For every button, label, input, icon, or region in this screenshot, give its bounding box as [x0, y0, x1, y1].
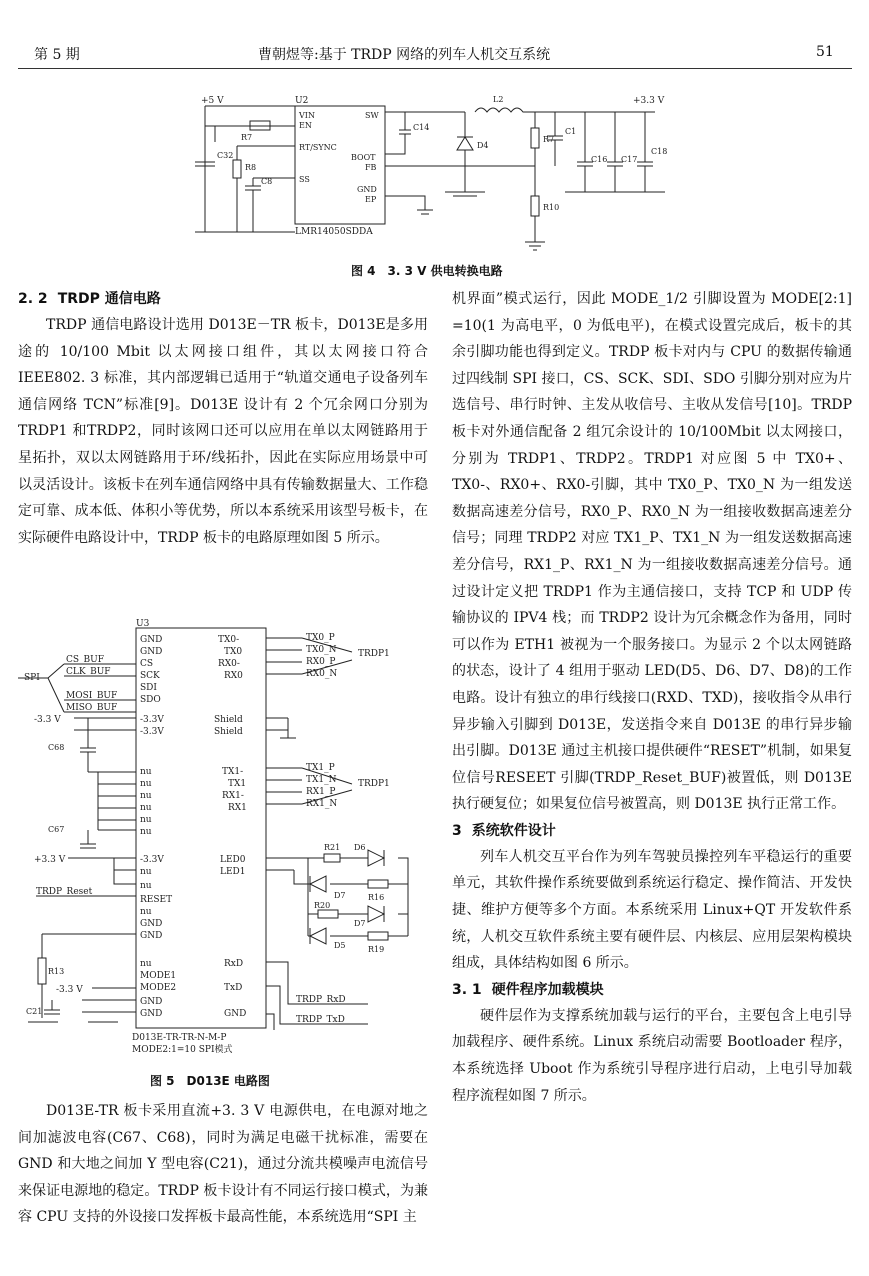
svg-text:-3.3V: -3.3V	[140, 855, 164, 865]
figure-4-caption: 图 4 3. 3 V 供电转换电路	[351, 264, 503, 278]
rt-wires	[237, 146, 295, 232]
r13-resistor	[38, 958, 46, 984]
l2-inductor	[475, 108, 655, 112]
r10-resistor	[531, 196, 539, 216]
svg-text:RX1_N: RX1_N	[306, 799, 338, 809]
section-3-1-paragraph: 硬件层作为支撑系统加载与运行的平台，主要包含上电引导加载程序、硬件系统。Linux 系统启动需要 Bootloader 程序，本系统选择 Uboot 作为系统引导程序进行启动，上电引导加载程序流程如图 7 所示。	[452, 1007, 852, 1104]
svg-text:TRDP1: TRDP1	[358, 649, 390, 659]
d4-label: D4	[477, 141, 489, 150]
svg-text:Shield: Shield	[214, 727, 243, 737]
left-column-bottom	[18, 1098, 428, 1231]
svg-text:TX1-: TX1-	[222, 767, 244, 777]
svg-text:-3.3V: -3.3V	[140, 715, 164, 725]
d7a-label: D7	[334, 891, 346, 900]
d7b-led	[368, 906, 384, 922]
c8-cap	[245, 178, 295, 232]
r-top-resistor	[531, 128, 539, 148]
r20-resistor	[318, 910, 338, 918]
pin-gnd: GND	[357, 185, 377, 194]
svg-text:RX1-: RX1-	[222, 791, 244, 801]
trdp1-wires	[266, 638, 302, 674]
svg-text:GND: GND	[140, 997, 163, 1007]
fb-wires	[385, 112, 535, 242]
section-2-2-heading	[18, 286, 428, 312]
section-2-2-number: 2. 2	[18, 291, 48, 307]
svg-text:SDO: SDO	[140, 695, 161, 705]
left-column-top	[18, 286, 428, 551]
r-top-label: R7	[543, 135, 555, 144]
pin-sw: SW	[365, 111, 379, 120]
svg-text:RxD: RxD	[224, 959, 244, 969]
section-3-paragraph: 列车人机交互平台作为列车驾驶员操控列车平稳运行的重要单元，其软件操作系统要做到系统运行稳定、操作简洁、开发快捷、维护方便等多个方面。本系统采用 Linux+QT 开发软件系统，人机交互软件系统主要有硬件层、内核层、应用层架构模块组成，具体结构如图 6 所示。	[452, 848, 852, 972]
figure-5-circuit	[18, 618, 428, 1063]
c32-cap	[195, 162, 215, 232]
svg-text:SCK: SCK	[140, 671, 160, 681]
pin-vin: VIN	[299, 111, 315, 120]
svg-text:TX1_N: TX1_N	[306, 775, 337, 785]
fig4-gnd-mid	[445, 192, 485, 196]
fig4-gnd-chip	[385, 196, 433, 214]
r16-label: R16	[368, 893, 385, 902]
pin-rtsync: RT/SYNC	[299, 143, 337, 152]
svg-text:TX0-: TX0-	[218, 635, 240, 645]
d7b-label: D7	[354, 919, 366, 928]
svg-text:-3.3 V: -3.3 V	[56, 985, 83, 995]
c14-label: C14	[413, 123, 430, 132]
svg-text:TX0_P: TX0_P	[306, 633, 335, 643]
r21-resistor	[324, 854, 340, 862]
l2-label: L2	[493, 95, 504, 104]
fig5-left-pins	[140, 635, 176, 1019]
c16-label: C16	[591, 155, 608, 164]
figure-4-circuit	[195, 92, 675, 252]
pin-en: EN	[299, 121, 312, 130]
r13-label: R13	[48, 967, 65, 976]
c17-label: C17	[621, 155, 638, 164]
svg-text:nu: nu	[140, 867, 152, 877]
fig4-gnd-right	[525, 192, 665, 250]
c8-label: C8	[261, 177, 273, 186]
svg-text:TxD: TxD	[224, 983, 243, 993]
svg-text:+3.3 V: +3.3 V	[34, 855, 66, 865]
c16-cap	[577, 112, 593, 192]
fig4-vin-label: +5 V	[201, 96, 224, 106]
svg-text:nu: nu	[140, 827, 152, 837]
svg-text:RX0_N: RX0_N	[306, 669, 338, 679]
d6-led	[368, 850, 384, 866]
svg-text:nu: nu	[140, 791, 152, 801]
svg-text:RX0_P: RX0_P	[306, 657, 336, 667]
c18-label: C18	[651, 147, 668, 156]
svg-text:TX0_N: TX0_N	[306, 645, 337, 655]
section-2-2-paragraph: TRDP 通信电路设计选用 D013E－TR 板卡，D013E是多用途的 10/100 Mbit 以太网接口组件，其以太网接口符合 IEEE802. 3 标准，其内部逻辑已适用于“轨道交通电子设备列车通信网络 TCN”标准[9]。D013E 设计有 2 个冗余网口分别为 TRDP1 和TRDP2，同时该网口还可以应用在单以太网链路用于星拓扑，双以太网链路用于环/线拓扑，因此在实际应用场景中可以灵活设计。该板卡在列车通信网络中具有传输数据量大、工作稳定可靠、成本低、体积小等优势，所以本系统采用该型号板卡，在实际硬件电路设计中，TRDP 板卡的电路原理如图 5 所示。	[18, 317, 428, 546]
svg-text:TX1: TX1	[228, 779, 247, 789]
c17-cap	[607, 112, 623, 192]
right-column	[452, 286, 852, 1109]
header-rule	[18, 68, 852, 69]
svg-text:CS: CS	[140, 659, 154, 669]
svg-text:MODE1: MODE1	[140, 971, 177, 981]
svg-text:nu: nu	[140, 907, 152, 917]
issue-number: 第 5 期	[34, 47, 80, 63]
svg-text:nu: nu	[140, 959, 152, 969]
svg-text:nu: nu	[140, 767, 152, 777]
svg-text:RX1_P: RX1_P	[306, 787, 336, 797]
svg-text:MISO_BUF: MISO_BUF	[66, 703, 118, 713]
c67-label: C67	[48, 825, 65, 834]
d4-diode	[457, 112, 473, 192]
svg-text:GND: GND	[140, 635, 163, 645]
svg-text:TX1_P: TX1_P	[306, 763, 335, 773]
svg-text:CLK_BUF: CLK_BUF	[66, 667, 111, 677]
svg-text:nu: nu	[140, 815, 152, 825]
section-3-number: 3	[452, 822, 462, 839]
section-3-title: 系统软件设计	[471, 822, 556, 839]
c68-label: C68	[48, 743, 65, 752]
section-3-1-number: 3. 1	[452, 981, 482, 998]
fig5-mode-note: MODE2:1=10 SPI模式	[132, 1045, 233, 1055]
svg-text:TX0: TX0	[224, 647, 243, 657]
c1-label: C1	[565, 127, 577, 136]
svg-text:TRDP1: TRDP1	[358, 779, 390, 789]
d7-led	[310, 876, 326, 892]
c14-cap	[385, 112, 465, 154]
section-3-1-title: 硬件程序加载模块	[491, 981, 604, 998]
nu-ground-wires	[80, 772, 136, 848]
svg-text:LED1: LED1	[220, 867, 246, 877]
pin-boot: BOOT	[351, 153, 376, 162]
svg-text:Shield: Shield	[214, 715, 243, 725]
r13-wires	[42, 934, 136, 1018]
svg-text:TRDP_Reset: TRDP_Reset	[36, 887, 93, 897]
svg-text:LED0: LED0	[220, 855, 246, 865]
svg-text:MODE2: MODE2	[140, 983, 177, 993]
r10-label: R10	[543, 203, 560, 212]
power-supply-paragraph: D013E-TR 板卡采用直流+3. 3 V 电源供电，在电源对地之间加滤波电容(C67、C68)，同时为满足电磁干扰标准，需要在 GND 和大地之间加 Y 型电容(C21)，通过分流共模噪声电流信号来保证电源地的稳定。TRDP 板卡设计有不同运行接口模式，为兼容 CPU 支持的外设接口发挥板卡最高性能，本系统选用“SPI 主	[18, 1103, 428, 1226]
svg-text:SDI: SDI	[140, 683, 157, 693]
r16-resistor	[368, 880, 388, 888]
section-2-2-title: TRDP 通信电路	[57, 291, 161, 307]
svg-text:-3.3 V: -3.3 V	[34, 715, 61, 725]
mode-description-paragraph: 机界面”模式运行，因此 MODE_1/2 引脚设置为 MODE[2:1] =10(1 为高电平，0 为低电平)，在模式设置完成后，板卡的其余引脚功能也得到定义。TRDP 板卡对内与 CPU 的数据传输通过四线制 SPI 接口，CS、SCK、SDI、SDO 引脚分别对应为片选信号、串行时钟、主发从收信号、主收从发信号[10]。TRDP 板卡对外通信配备 2 组冗余设计的 10/100Mbit 以太网接口，分别为 TRDP1、TRDP2。TRDP1 对应图 5 中 TX0+、TX0-、RX0+、RX0-引脚，其中 TX0_P、TX0_N 为一组发送数据高速差分信号，RX0_P、RX0_N 为一组接收数据高速差分信号；同理 TRDP2 对应 TX1_P、TX1_N 为一组发送数据高速差分信号，RX1_P、RX1_N 为一组接收数据高速差分信号。通过设计定义把 TRDP1 作为主通信接口，支持 TCP 和 UDP 传输协议的 IPV4 栈；而 TRDP2 设计为冗余概念作为备用，同时可以作为 ETH1 被视为一个服务接口。为显示 2 个以太网链路的状态，设计了 4 组用于驱动 LED(D5、D6、D7、D8)的工作电路。设计有独立的串行线接口(RXD、TXD)，接收指令从串行异步输入引脚到 D013E，发送指令来自 D013E 的串行异步输出引脚。D013E 通过主机接口提供硬件“RESET”机制，如果复位信号RESEET 引脚(TRDP_Reset_BUF)被置低，则 D013E 执行硬复位；如果复位信号被置高，则 D013E 执行正常工作。	[452, 291, 852, 813]
svg-text:TRDP_TxD: TRDP_TxD	[296, 1015, 345, 1025]
fig4-vout-label: +3.3 V	[633, 96, 665, 106]
fig5-left-nets	[24, 655, 117, 995]
c68-cap	[74, 718, 136, 772]
fig5-part-number: D013E-TR-TR-N-M-P	[132, 1033, 227, 1043]
figure-5-caption: 图 5 D013E 电路图	[150, 1074, 270, 1088]
svg-text:CS_BUF: CS_BUF	[66, 655, 104, 665]
r8-resistor	[233, 160, 241, 178]
svg-text:TRDP_RxD: TRDP_RxD	[296, 995, 346, 1005]
r19-label: R19	[368, 945, 385, 954]
fig5-chip-ref: U3	[136, 619, 150, 629]
r20-label: R20	[314, 901, 331, 910]
pin-fb: FB	[365, 163, 377, 172]
svg-text:RX0: RX0	[224, 671, 243, 681]
pin-ep: EP	[365, 195, 377, 204]
svg-text:GND: GND	[224, 1009, 247, 1019]
svg-text:RX1: RX1	[228, 803, 247, 813]
r19-resistor	[368, 932, 388, 940]
d5-led	[310, 928, 326, 944]
svg-text:GND: GND	[140, 647, 163, 657]
svg-text:GND: GND	[140, 919, 163, 929]
running-title: 曹朝煜等:基于 TRDP 网络的列车人机交互系统	[258, 47, 551, 63]
fig5-right-pins	[214, 635, 247, 1019]
shield-ground	[266, 718, 296, 738]
svg-text:MOSI_BUF: MOSI_BUF	[66, 691, 118, 701]
d5-label: D5	[334, 941, 346, 950]
svg-text:RX0-: RX0-	[218, 659, 240, 669]
r7-label: R7	[241, 133, 253, 142]
fig4-chip-ref: U2	[295, 96, 309, 106]
svg-text:-3.3V: -3.3V	[140, 727, 164, 737]
page-number: 51	[816, 44, 834, 60]
svg-text:GND: GND	[140, 1009, 163, 1019]
svg-text:RESET: RESET	[140, 895, 173, 905]
svg-text:SPI: SPI	[24, 673, 40, 683]
svg-text:nu: nu	[140, 779, 152, 789]
c21-label: C21	[26, 1007, 43, 1016]
svg-text:nu: nu	[140, 803, 152, 813]
r8-label: R8	[245, 163, 257, 172]
section-3-1-heading	[452, 977, 852, 1003]
r21-label: R21	[324, 843, 341, 852]
c32-label: C32	[217, 151, 234, 160]
fig5-right-nets	[296, 633, 390, 1025]
svg-text:nu: nu	[140, 881, 152, 891]
section-3-heading	[452, 818, 852, 844]
pin-ss: SS	[299, 175, 310, 184]
svg-text:GND: GND	[140, 931, 163, 941]
fig4-chip-name: LMR14050SDDA	[295, 227, 373, 237]
d6-label: D6	[354, 843, 366, 852]
